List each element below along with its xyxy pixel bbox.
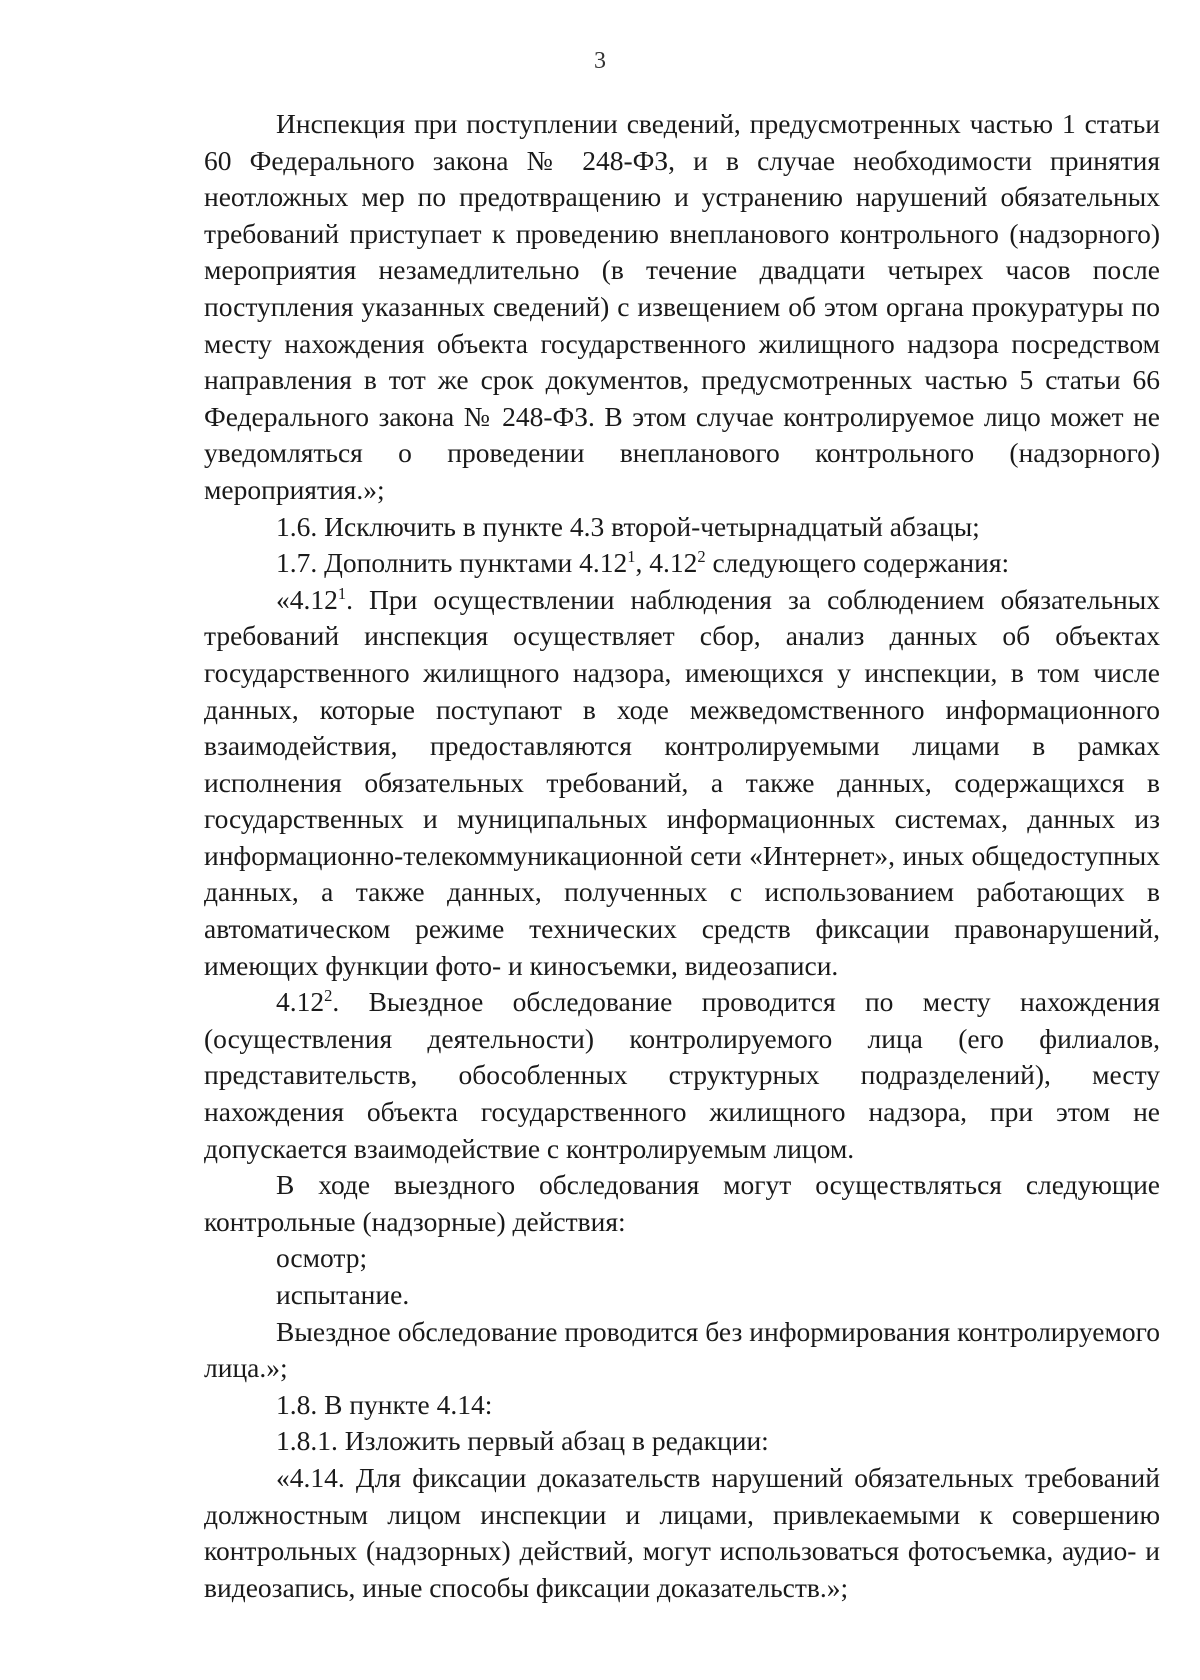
list-item-inspection: осмотр; (276, 1242, 368, 1274)
paragraph-item-1-6: 1.6. Исключить в пункте 4.3 второй-четырнадцатый абзацы; (276, 510, 980, 542)
paragraph-item-4-14: «4.14. Для фиксации доказательств нарушений обязательных требований должностным лицом инспекции и лицами, привлекаемыми к совершению контрольных (надзорных) действий, могут использоваться фотосъемка, аудио- и видеозапись, иные способы фиксации доказательств.»; (204, 1461, 1160, 1603)
superscript: 2 (697, 546, 706, 566)
text-segment: . При осуществлении наблюдения за соблюдением обязательных требований инспекция осуществляет сбор, анализ данных об объектах государственного жилищного надзора, имеющихся у инспекции, в том числе данных, которые поступают в ходе межведомственного информационного взаимодействия, предоставляются контролируемыми лицами в рамках исполнения обязательных требований, а также данных, содержащихся в государственных и муниципальных информационных системах, данных из информационно-телекоммуникационной сети «Интернет», иных общедоступных данных, а также данных, полученных с использованием работающих в автоматическом режиме технических средств фиксации правонарушений, имеющих функции фото- и киносъемки, видеозаписи. (204, 583, 1160, 981)
paragraph-item-4-12-2 (204, 984, 1160, 1167)
superscript: 1 (627, 546, 636, 566)
document-body (204, 106, 1160, 1606)
text-segment: 1.7. Дополнить пунктами 4.12 (276, 547, 628, 579)
text-segment: «4.12 (276, 583, 338, 615)
list-item-testing: испытание. (276, 1279, 410, 1310)
paragraph-item-1-8: 1.8. В пункте 4.14: (276, 1388, 493, 1420)
paragraph-inspection-actions: В ходе выездного обследования могут осуществляться следующие контрольные (надзорные) действия: (204, 1169, 1160, 1237)
superscript: 1 (337, 583, 347, 603)
paragraph-without-notice: Выездное обследование проводится без информирования контролируемого лица.»; (204, 1315, 1160, 1384)
page-number: 3 (594, 48, 606, 74)
text-segment: 4.12 (276, 986, 325, 1018)
text-segment: , 4.12 (635, 547, 698, 579)
paragraph-item-4-12-1 (204, 582, 1160, 985)
paragraph-unscheduled-inspection: Инспекция при поступлении сведений, предусмотренных частью 1 статьи 60 Федерального закона № 248-ФЗ, и в случае необходимости принятия неотложных мер по предотвращению и устранению нарушений обязательных требований приступает к проведению внепланового контрольного (надзорного) мероприятия незамедлительно (в течение двадцати четырех часов после поступления указанных сведений) с извещением об этом органа прокуратуры по месту нахождения объекта государственного жилищного надзора посредством направления в тот же срок документов, предусмотренных частью 5 статьи 66 Федерального закона № 248-ФЗ. В этом случае контролируемое лицо может не уведомляться о проведении внепланового контрольного (надзорного) мероприятия.»; (204, 108, 1160, 505)
paragraph-item-1-8-1: 1.8.1. Изложить первый абзац в редакции: (276, 1425, 769, 1457)
text-segment: следующего содержания: (705, 547, 1010, 579)
paragraph-item-1-7 (204, 545, 1160, 582)
text-segment: . Выездное обследование проводится по месту нахождения (осуществления деятельности) контролируемого лица (его филиалов, представительств, обособленных структурных подразделений), месту нахождения объекта государственного жилищного надзора, при этом не допускается взаимодействие с контролируемым лицом. (204, 986, 1160, 1164)
superscript: 2 (324, 986, 333, 1006)
